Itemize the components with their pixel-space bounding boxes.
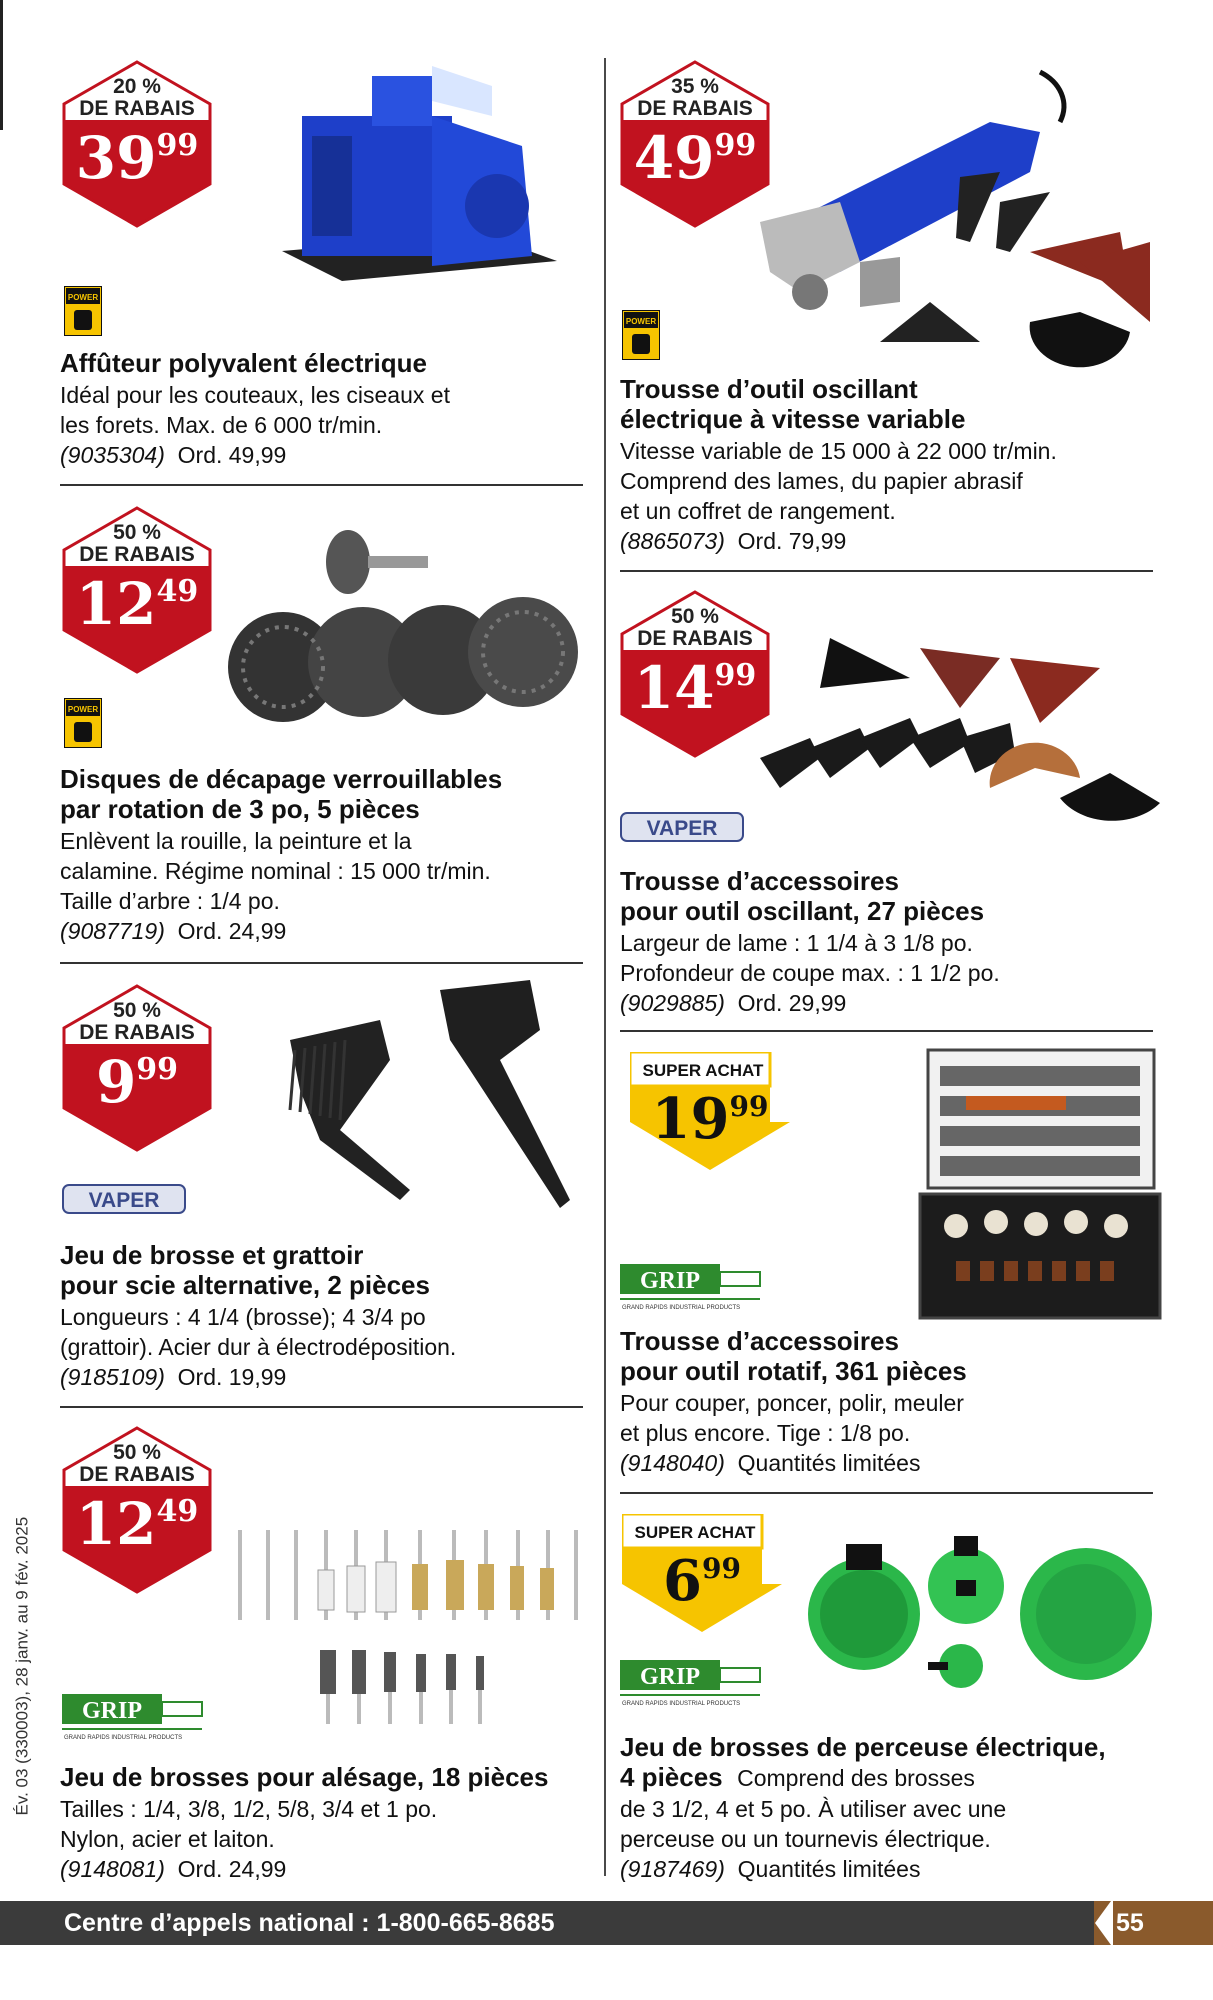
svg-text:GRAND RAPIDS INDUSTRIAL PRODUC: GRAND RAPIDS INDUSTRIAL PRODUCTS bbox=[622, 1701, 741, 1706]
discount-percent: 20 % bbox=[113, 75, 161, 98]
product-description: Largeur de lame : 1 1/4 à 3 1/8 po. Profondeur de coupe max. : 1 1/2 po. (9029885) Ord. 29,99 bbox=[620, 930, 1000, 1016]
sale-price: $12^{49}$ bbox=[75, 570, 199, 638]
product-sku: (9185109) bbox=[60, 1364, 165, 1390]
product-sku: (8865073) bbox=[620, 528, 725, 554]
separator bbox=[60, 1406, 583, 1408]
regular-price: Ord. 79,99 bbox=[737, 528, 847, 554]
sharpener-image bbox=[282, 56, 562, 286]
discount-badge bbox=[60, 506, 214, 674]
discount-percent: 50 % bbox=[113, 521, 161, 544]
product-sku: (9148081) bbox=[60, 1856, 165, 1882]
product-description: de 3 1/2, 4 et 5 po. À utiliser avec une perceuse ou un tournevis électrique. (9187469) Quantités limitées bbox=[620, 1796, 1007, 1882]
svg-text:GRIP: GRIP bbox=[82, 1698, 142, 1724]
discount-label: DE RABAIS bbox=[79, 97, 195, 120]
powerfist-logo bbox=[64, 698, 102, 748]
vaper-logo bbox=[62, 1184, 186, 1214]
svg-text:POWER: POWER bbox=[625, 317, 657, 326]
call-center-phone: Centre d’appels national : 1-800-665-8685 bbox=[64, 1909, 555, 1937]
discount-badge bbox=[60, 1426, 214, 1594]
page-number: 55 bbox=[1116, 1909, 1144, 1937]
product-description: Pour couper, poncer, polir, meuler et plus encore. Tige : 1/8 po. (9148040) Quantités limitées bbox=[620, 1390, 964, 1476]
super-achat-badge bbox=[630, 1052, 790, 1172]
edition-note: Év. 03 (330003), 28 janv. au 9 fév. 2025 bbox=[12, 1516, 32, 1816]
product-title: Jeu de brosses pour alésage, 18 pièces bbox=[60, 1762, 549, 1792]
discount-label: DE RABAIS bbox=[79, 543, 195, 566]
oscillating-tool-image bbox=[730, 62, 1150, 382]
column-divider bbox=[604, 58, 606, 1876]
regular-price: Ord. 24,99 bbox=[177, 1856, 287, 1882]
svg-text:VAPER: VAPER bbox=[88, 1189, 160, 1212]
discount-percent: 50 % bbox=[671, 605, 719, 628]
product-title: Trousse d’accessoires pour outil oscillant, 27 pièces bbox=[620, 866, 985, 926]
super-achat-label: SUPER ACHAT bbox=[634, 1523, 756, 1542]
brush-scraper-image bbox=[280, 980, 580, 1230]
sale-price: $9^{99}$ bbox=[95, 1048, 179, 1116]
product-sku: (9087719) bbox=[60, 918, 165, 944]
sale-price: $39^{99}$ bbox=[75, 124, 199, 192]
product-description: Longueurs : 4 1/4 (brosse); 4 3/4 po (grattoir). Acier dur à électrodéposition. (9185109) Ord. 19,99 bbox=[60, 1304, 457, 1390]
separator bbox=[60, 962, 583, 964]
regular-price: Quantités limitées bbox=[737, 1450, 921, 1476]
product-sku: (9029885) bbox=[620, 990, 725, 1016]
product-sku: (9187469) bbox=[620, 1856, 725, 1882]
vaper-logo bbox=[620, 812, 744, 842]
page-number-tab bbox=[1094, 1901, 1213, 1945]
svg-text:GRAND RAPIDS INDUSTRIAL PRODUC: GRAND RAPIDS INDUSTRIAL PRODUCTS bbox=[64, 1735, 183, 1740]
rotary-accessories-image bbox=[916, 1046, 1164, 1322]
product-description: Idéal pour les couteaux, les ciseaux et les forets. Max. de 6 000 tr/min. (9035304) Ord. 49,99 bbox=[60, 382, 450, 468]
product-title: Jeu de brosses de perceuse électrique, 4 pièces Comprend des brosses bbox=[620, 1732, 1106, 1792]
product-sku: (9148040) bbox=[620, 1450, 725, 1476]
grip-logo bbox=[620, 1264, 776, 1310]
sale-price: $49^{99}$ bbox=[633, 124, 757, 192]
grip-logo bbox=[620, 1660, 776, 1706]
svg-text:POWER: POWER bbox=[67, 705, 99, 714]
discount-label: DE RABAIS bbox=[637, 97, 753, 120]
product-title: Trousse d’accessoires pour outil rotatif, 361 pièces bbox=[620, 1326, 967, 1386]
separator bbox=[60, 484, 583, 486]
super-achat-badge bbox=[622, 1514, 782, 1634]
super-achat-label: SUPER ACHAT bbox=[642, 1061, 764, 1080]
sale-price: $19^{99}$ bbox=[651, 1086, 769, 1152]
page-edge-mark bbox=[0, 0, 3, 130]
regular-price: Ord. 24,99 bbox=[177, 918, 287, 944]
svg-text:POWER: POWER bbox=[67, 293, 99, 302]
product-title: Affûteur polyvalent électrique bbox=[60, 348, 427, 378]
drill-brushes-image bbox=[806, 1536, 1156, 1706]
product-description: Vitesse variable de 15 000 à 22 000 tr/min. Comprend des lames, du papier abrasif et un coffret de rangement. (8865073) Ord. 79,99 bbox=[620, 438, 1057, 554]
sale-price: $14^{99}$ bbox=[633, 654, 757, 722]
discount-percent: 35 % bbox=[671, 75, 719, 98]
svg-text:GRIP: GRIP bbox=[640, 1664, 700, 1690]
footer-bar bbox=[0, 1901, 1213, 1945]
separator bbox=[620, 1492, 1153, 1494]
powerfist-logo bbox=[622, 310, 660, 360]
product-title: Jeu de brosse et grattoir pour scie alternative, 2 pièces bbox=[60, 1240, 430, 1300]
powerfist-logo bbox=[64, 286, 102, 336]
product-description: Tailles : 1/4, 3/8, 1/2, 5/8, 3/4 et 1 po. Nylon, acier et laiton. (9148081) Ord. 24,99 bbox=[60, 1796, 438, 1882]
oscillating-accessories-image bbox=[720, 628, 1160, 828]
product-sku: (9035304) bbox=[60, 442, 165, 468]
product-description: Enlèvent la rouille, la peinture et la calamine. Régime nominal : 15 000 tr/min. Taille d’arbre : 1/4 po. (9087719) Ord. 24,99 bbox=[60, 828, 491, 944]
product-title: Disques de décapage verrouillables par rotation de 3 po, 5 pièces bbox=[60, 764, 503, 824]
regular-price: Ord. 19,99 bbox=[177, 1364, 287, 1390]
sale-price: $12^{49}$ bbox=[75, 1490, 199, 1558]
discount-badge bbox=[60, 984, 214, 1152]
discount-percent: 50 % bbox=[113, 999, 161, 1022]
stripping-discs-image bbox=[228, 512, 588, 742]
separator bbox=[620, 1030, 1153, 1032]
regular-price: Ord. 29,99 bbox=[737, 990, 847, 1016]
svg-text:GRAND RAPIDS INDUSTRIAL PRODUC: GRAND RAPIDS INDUSTRIAL PRODUCTS bbox=[622, 1305, 741, 1310]
sale-price: $6^{99}$ bbox=[663, 1548, 741, 1614]
regular-price: Ord. 49,99 bbox=[177, 442, 287, 468]
product-description-inline: Comprend des brosses bbox=[737, 1765, 975, 1791]
discount-label: DE RABAIS bbox=[79, 1021, 195, 1044]
grip-logo bbox=[62, 1694, 218, 1740]
separator bbox=[620, 570, 1153, 572]
discount-percent: 50 % bbox=[113, 1441, 161, 1464]
bore-brushes-image bbox=[228, 1520, 588, 1730]
discount-badge bbox=[60, 60, 214, 228]
discount-label: DE RABAIS bbox=[79, 1463, 195, 1486]
svg-text:GRIP: GRIP bbox=[640, 1268, 700, 1294]
svg-text:VAPER: VAPER bbox=[646, 817, 718, 840]
discount-label: DE RABAIS bbox=[637, 627, 753, 650]
regular-price: Quantités limitées bbox=[737, 1856, 921, 1882]
product-title: Trousse d’outil oscillant électrique à vitesse variable bbox=[620, 374, 966, 434]
